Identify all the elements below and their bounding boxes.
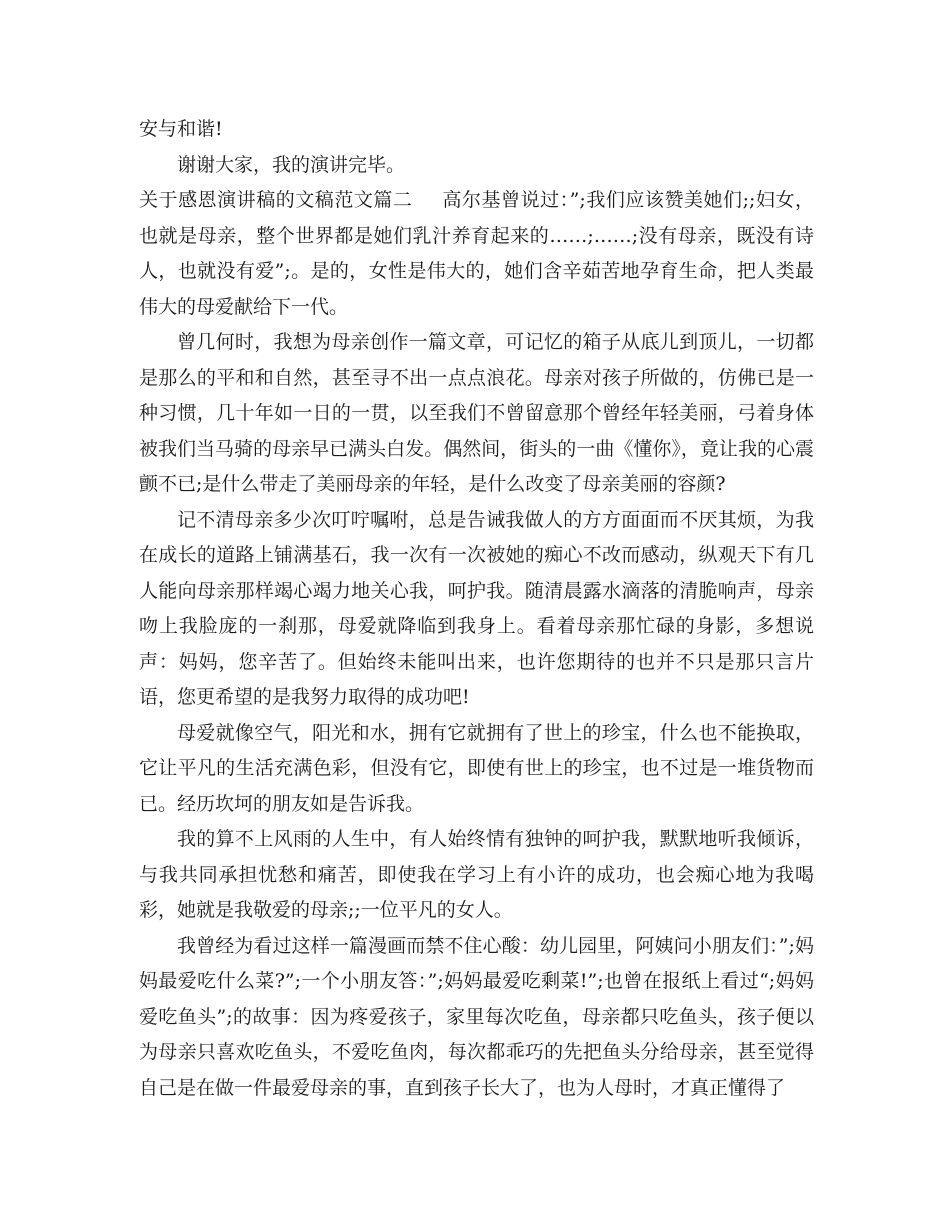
paragraph-air-sunlight: 母爱就像空气，阳光和水，拥有它就拥有了世上的珍宝，什么也不能换取，它让平凡的生活充满色彩，但没有它，即使有世上的珍宝，也不过是一堆货物而已。经历坎坷的朋友如是告诉我。 bbox=[139, 721, 814, 815]
paragraph-thanks: 谢谢大家，我的演讲完毕。 bbox=[177, 153, 406, 176]
paragraph-closing: 安与和谐! bbox=[139, 118, 223, 140]
paragraph-advice: 记不清母亲多少次叮咛嘱咐，总是告诫我做人的方方面面而不厌其烦，为我在成长的道路上铺满基石，我一次有一次被她的痴心不改而感动，纵观天下有几人能向母亲那样竭心竭力地关心我，呵护我。随清晨露水滴落的清脆响声，母亲吻上我脸庞的一刹那，母爱就降临到我身上。看着母亲那忙碌的身影，多想说声：妈妈，您辛苦了。但始终未能叫出来，也许您期待的也并不只是那只言片语，您更希望的是我努力取得的成功吧! bbox=[139, 508, 814, 708]
document-body bbox=[139, 112, 814, 1106]
section-intro-text: 高尔基曾说过：”;我们应该赞美她们;;妇女，也就是母亲，整个世界都是她们乳汁养育起来的……;……;没有母亲，既没有诗人，也就没有爱”;。是的，女性是伟大的，她们含辛茹苦地孕育生命，把人类最伟大的母爱献给下一代。 bbox=[139, 189, 814, 318]
paragraph-memory: 曾几何时，我想为母亲创作一篇文章，可记忆的箱子从底儿到顶儿，一切都是那么的平和和自然，甚至寻不出一点点浪花。母亲对孩子所做的，仿佛已是一种习惯，几十年如一日的一贯，以至我们不曾留意那个曾经年轻美丽，弓着身体被我们当马骑的母亲早已满头白发。偶然间，街头的一曲《懂你》，竟让我的心震颤不已;是什么带走了美丽母亲的年轻，是什么改变了母亲美丽的容颜? bbox=[139, 331, 814, 495]
paragraph-life: 我的算不上风雨的人生中，有人始终情有独钟的呵护我，默默地听我倾诉，与我共同承担忧愁和痛苦，即使我在学习上有小许的成功，也会痴心地为我喝彩，她就是我敬爱的母亲;;一位平凡的女人。 bbox=[139, 828, 814, 921]
section-heading: 关于感恩演讲稿的文稿范文篇二 bbox=[139, 189, 413, 211]
paragraph-fish-head: 我曾经为看过这样一篇漫画而禁不住心酸：幼儿园里，阿姨问小朋友们：”;妈妈最爱吃什么菜?”;一个小朋友答：”;妈妈最爱吃剩菜!”;也曾在报纸上看过“;妈妈爱吃鱼头”;的故事：因为疼爱孩子，家里每次吃鱼，母亲都只吃鱼头，孩子便以为母亲只喜欢吃鱼头，不爱吃鱼肉，每次都乖巧的先把鱼头分给母亲，甚至觉得自己是在做一件最爱母亲的事，直到孩子长大了，也为人母时，才真正懂得了 bbox=[139, 934, 814, 1099]
paragraph-section-two bbox=[139, 183, 814, 325]
